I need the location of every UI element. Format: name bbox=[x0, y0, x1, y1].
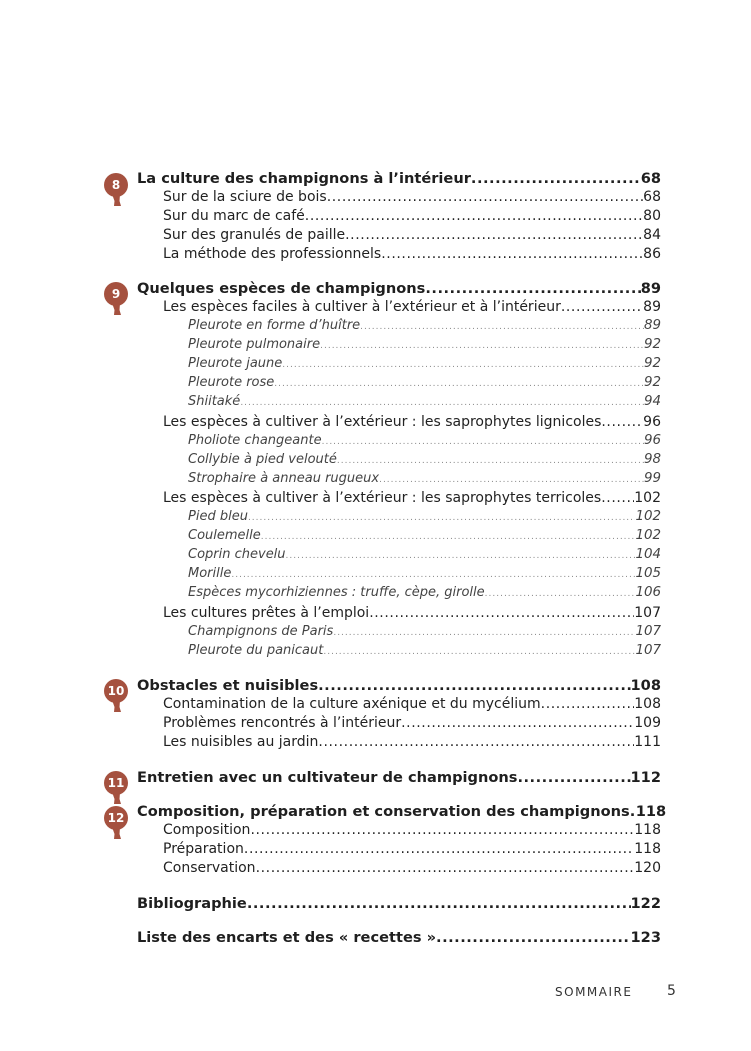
section-entry-title: Les nuisibles au jardin bbox=[163, 734, 319, 750]
subsection-entry-title: Pleurote rose bbox=[188, 375, 275, 390]
chapter-heading bbox=[137, 280, 661, 299]
dot-leader bbox=[274, 379, 644, 389]
section-entry bbox=[163, 860, 661, 879]
section-entry-page: 84 bbox=[643, 227, 661, 243]
subsection-entry bbox=[188, 471, 661, 490]
dot-leader bbox=[425, 280, 640, 297]
chapter-heading-page: 108 bbox=[630, 677, 661, 694]
subsection-entry-title: Pleurote du panicaut bbox=[188, 643, 324, 658]
section-entry-page: 107 bbox=[634, 605, 661, 621]
subsection-entry-page: 92 bbox=[643, 375, 661, 390]
dot-leader bbox=[318, 734, 634, 750]
section-entry bbox=[163, 227, 661, 246]
subsection-entry-page: 107 bbox=[635, 643, 661, 658]
section-entry-title: Les espèces à cultiver à l’extérieur : les saprophytes terricoles bbox=[163, 490, 602, 506]
subsection-entry-page: 105 bbox=[635, 566, 661, 581]
subsection-entry-page: 102 bbox=[635, 528, 661, 543]
section-entry-page: 102 bbox=[634, 490, 661, 506]
subsection-entry bbox=[188, 452, 661, 471]
chapter-number: 10 bbox=[107, 684, 125, 698]
subsection-entry bbox=[188, 624, 661, 643]
section-entry bbox=[163, 299, 661, 318]
section-entry-title: La méthode des professionnels bbox=[163, 246, 382, 262]
dot-leader bbox=[256, 860, 635, 876]
section-entry-page: 109 bbox=[634, 715, 661, 731]
dot-leader bbox=[250, 822, 634, 838]
chapter-heading-title: Entretien avec un cultivateur de champignons bbox=[137, 769, 518, 786]
dot-leader bbox=[240, 398, 644, 408]
section-entry bbox=[163, 208, 661, 227]
dot-leader bbox=[247, 895, 631, 912]
appendix-entry-page: 122 bbox=[630, 895, 661, 912]
dot-leader bbox=[320, 341, 644, 351]
section-entry-title: Les espèces à cultiver à l’extérieur : les saprophytes lignicoles bbox=[163, 414, 602, 430]
subsection-entry-page: 104 bbox=[635, 547, 661, 562]
chapter-number-badge bbox=[103, 805, 129, 843]
dot-leader bbox=[401, 715, 634, 731]
dot-leader bbox=[248, 513, 636, 523]
section-entry bbox=[163, 734, 661, 753]
chapter-heading-title: Obstacles et nuisibles bbox=[137, 677, 319, 694]
subsection-entry-title: Shiitaké bbox=[188, 394, 241, 409]
dot-leader bbox=[436, 929, 630, 946]
section-entry-page: 86 bbox=[643, 246, 661, 262]
subsection-entry bbox=[188, 528, 661, 547]
dot-leader bbox=[379, 475, 644, 485]
subsection-entry bbox=[188, 585, 661, 604]
dot-leader bbox=[318, 677, 630, 694]
section-entry-page: 96 bbox=[643, 414, 661, 430]
chapter-heading bbox=[137, 803, 667, 822]
subsection-entry-title: Pleurote jaune bbox=[188, 356, 283, 371]
dot-leader bbox=[601, 414, 643, 430]
section-entry-title: Les cultures prêtes à l’emploi bbox=[163, 605, 370, 621]
dot-leader bbox=[601, 490, 634, 506]
dot-leader bbox=[345, 227, 643, 243]
section-entry bbox=[163, 715, 661, 734]
dot-leader bbox=[333, 628, 635, 638]
subsection-entry-title: Strophaire à anneau rugueux bbox=[188, 471, 380, 486]
subsection-entry bbox=[188, 566, 661, 585]
dot-leader bbox=[485, 589, 636, 599]
dot-leader bbox=[282, 360, 644, 370]
section-entry-title: Sur du marc de café bbox=[163, 208, 305, 224]
subsection-entry-title: Collybie à pied velouté bbox=[188, 452, 337, 467]
dot-leader bbox=[305, 208, 643, 224]
subsection-entry-title: Pleurote en forme d’huître bbox=[188, 318, 361, 333]
section-entry bbox=[163, 822, 661, 841]
subsection-entry bbox=[188, 356, 661, 375]
section-entry-title: Conservation bbox=[163, 860, 256, 876]
subsection-entry-title: Coprin chevelu bbox=[188, 547, 286, 562]
subsection-entry bbox=[188, 433, 661, 452]
appendix-entry bbox=[137, 929, 661, 948]
subsection-entry bbox=[188, 509, 661, 528]
subsection-entry-title: Pied bleu bbox=[188, 509, 248, 524]
subsection-entry-page: 92 bbox=[643, 337, 661, 352]
appendix-entry-page: 123 bbox=[630, 929, 661, 946]
chapter-number: 11 bbox=[107, 776, 125, 790]
section-entry-page: 89 bbox=[643, 299, 661, 315]
chapter-number-badge bbox=[103, 172, 129, 210]
subsection-entry-page: 102 bbox=[635, 509, 661, 524]
chapter-heading-title: Composition, préparation et conservation des champignons bbox=[137, 803, 630, 820]
subsection-entry-page: 94 bbox=[643, 394, 661, 409]
chapter-heading-title: La culture des champignons à l’intérieur bbox=[137, 170, 471, 187]
subsection-entry-title: Pleurote pulmonaire bbox=[188, 337, 321, 352]
chapter-number: 8 bbox=[111, 178, 121, 192]
chapter-heading-page: 118 bbox=[635, 803, 667, 820]
section-entry-title: Préparation bbox=[163, 841, 244, 857]
section-entry-page: 68 bbox=[643, 189, 661, 205]
subsection-entry-page: 92 bbox=[643, 356, 661, 371]
section-entry bbox=[163, 414, 661, 433]
section-entry-title: Sur des granulés de paille bbox=[163, 227, 346, 243]
dot-leader bbox=[471, 170, 641, 187]
subsection-entry-title: Champignons de Paris bbox=[188, 624, 334, 639]
section-entry-page: 118 bbox=[634, 822, 661, 838]
subsection-entry-page: 89 bbox=[643, 318, 661, 333]
subsection-entry-title: Coulemelle bbox=[188, 528, 261, 543]
dot-leader bbox=[517, 769, 630, 786]
subsection-entry bbox=[188, 547, 661, 566]
dot-leader bbox=[360, 322, 644, 332]
chapter-heading bbox=[137, 677, 661, 696]
dot-leader bbox=[322, 437, 644, 447]
section-entry-title: Problèmes rencontrés à l’intérieur bbox=[163, 715, 402, 731]
section-entry bbox=[163, 490, 661, 509]
chapter-heading bbox=[137, 170, 661, 189]
chapter-heading-page: 112 bbox=[630, 769, 661, 786]
appendix-entry-title: Liste des encarts et des « recettes » bbox=[137, 929, 437, 946]
chapter-number: 12 bbox=[107, 811, 125, 825]
appendix-entry bbox=[137, 895, 661, 914]
section-entry bbox=[163, 696, 661, 715]
subsection-entry-title: Pholiote changeante bbox=[188, 433, 322, 448]
section-entry-page: 111 bbox=[634, 734, 661, 750]
subsection-entry-page: 107 bbox=[635, 624, 661, 639]
chapter-number-badge bbox=[103, 770, 129, 808]
dot-leader bbox=[369, 605, 634, 621]
section-entry-title: Sur de la sciure de bois bbox=[163, 189, 327, 205]
dot-leader bbox=[323, 647, 635, 657]
dot-leader bbox=[327, 189, 643, 205]
subsection-entry bbox=[188, 643, 661, 662]
subsection-entry bbox=[188, 375, 661, 394]
section-entry bbox=[163, 605, 661, 624]
subsection-entry bbox=[188, 394, 661, 413]
section-entry-page: 120 bbox=[634, 860, 661, 876]
section-entry-title: Composition bbox=[163, 822, 251, 838]
section-entry bbox=[163, 246, 661, 265]
dot-leader bbox=[286, 551, 636, 561]
chapter-heading-page: 89 bbox=[640, 280, 661, 297]
subsection-entry-page: 98 bbox=[643, 452, 661, 467]
chapter-number: 9 bbox=[111, 287, 121, 301]
subsection-entry-page: 106 bbox=[635, 585, 661, 600]
section-entry-title: Contamination de la culture axénique et du mycélium bbox=[163, 696, 541, 712]
footer-page-number: 5 bbox=[667, 983, 676, 999]
subsection-entry-title: Morille bbox=[188, 566, 232, 581]
subsection-entry-title: Espèces mycorhiziennes : truffe, cèpe, girolle bbox=[188, 585, 485, 600]
chapter-heading-page: 68 bbox=[640, 170, 661, 187]
chapter-number-badge bbox=[103, 678, 129, 716]
dot-leader bbox=[337, 456, 644, 466]
dot-leader bbox=[381, 246, 643, 262]
subsection-entry-page: 99 bbox=[643, 471, 661, 486]
dot-leader bbox=[261, 532, 636, 542]
footer-section-label: SOMMAIRE bbox=[555, 985, 633, 999]
dot-leader bbox=[541, 696, 635, 712]
section-entry-title: Les espèces faciles à cultiver à l’extérieur et à l’intérieur bbox=[163, 299, 561, 315]
section-entry bbox=[163, 841, 661, 860]
dot-leader bbox=[231, 570, 635, 580]
subsection-entry-page: 96 bbox=[643, 433, 661, 448]
appendix-entry-title: Bibliographie bbox=[137, 895, 247, 912]
section-entry-page: 108 bbox=[634, 696, 661, 712]
chapter-number-badge bbox=[103, 281, 129, 319]
chapter-heading-title: Quelques espèces de champignons bbox=[137, 280, 426, 297]
subsection-entry bbox=[188, 337, 661, 356]
section-entry bbox=[163, 189, 661, 208]
dot-leader bbox=[561, 299, 643, 315]
section-entry-page: 118 bbox=[634, 841, 661, 857]
dot-leader bbox=[244, 841, 634, 857]
section-entry-page: 80 bbox=[643, 208, 661, 224]
subsection-entry bbox=[188, 318, 661, 337]
chapter-heading bbox=[137, 769, 661, 788]
